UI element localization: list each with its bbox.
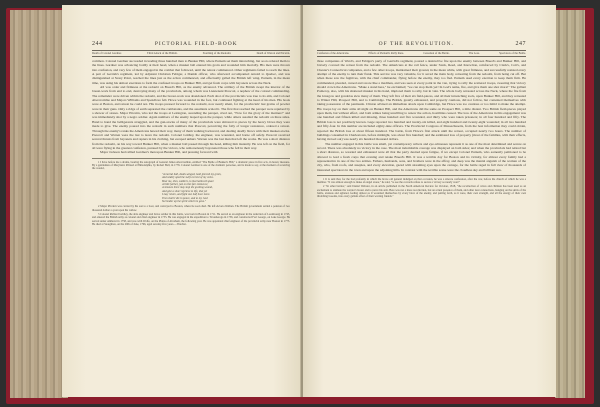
poem-line: "A mortal ball, death-winged, hath pierced my groin, [162, 172, 222, 176]
body-text [92, 59, 290, 227]
paragraph: common. Colonel Gardner succeeded in leading three hundred men to Bunker Hill, where Putnam set them intrenching, but soon ordered them to the lines. Gardner was advancing boldly at their head, when a musket ball entered his groin and wounded him mortally. His men were thrown into confusion, and very few of them engaged in the combat that followed, until the retreat commenced. Other regiments failed to reach the lines. A part of Gerrish's regiment, led by Adjutant Christian Febiger, a Danish officer, who afterward accompanied Arnold to Quebec, and was distinguished at Stony Point, reached the lines just as the action commenced, and effectually galled the British left wing. Putnam, in the mean time, was using his utmost exertions to form the confused troops on Bunker Hill, and get fresh corps with bayonets across the Neck. [92, 59, 290, 85]
section-subheads [317, 50, 526, 57]
footnote: 1 It is said that, for the bad profanity in which the brave old general indulged on that occasion, he was a sincere confession, after the war, before the church of which he was a member. "It was almost enough to make an angel swear," he said, "to see the cowards refuse to secure a victory so nearly won!" [317, 177, 526, 185]
poem-line: And widely oped the swift current of my veins. [162, 176, 214, 180]
subhead: Confusion of the Americans. [317, 52, 350, 55]
section-subheads [92, 50, 290, 57]
subhead: Death of Colonel Gardner. [92, 52, 122, 55]
page-number: 244 [92, 41, 103, 47]
body-text [317, 59, 526, 199]
right-page-header [317, 41, 526, 47]
subhead: The Loss. [468, 52, 480, 55]
footnote: 2 Major Pitcairn was carried by his son to a boat, and conveyed to Boston, where he soon died. He left eleven children. The British government settled a pension of two thousand dollars a year upon his widow. [92, 205, 290, 212]
footnote: 1 I have before me a drama, bearing the autograph of General James Abercrombie, entitled "The Battle of Bunker's Hill," a dramatic piece in five acts, in heroic measure. By a gentleman of Maryland. Printed at Philadelphia, by Robert Bell, in 1776. Colonel Gardner is one of the dramatic personae, and is made to say, at the moment of receiving the wound, [92, 160, 290, 171]
poem-quote [162, 173, 290, 204]
footnotes [317, 175, 526, 199]
marbled-page-edge-left [10, 10, 68, 398]
paragraph: Major Jackson had rallied Gardner's men upon Bunker Hill, and pressing forward with [100, 150, 218, 155]
footnotes [92, 158, 290, 227]
paragraph: The number engaged in this battle was small, yet contemporary writers and eye-witnesses represent it as one of the most determined and severe on record. There was absolutely no victory in the case. The most indomitable courage was displayed on both sides; and when the provincials had retired but a short distance, so wearied and exhausted were all that the party desired upon fatigue, if we except Colonel Putnam, who earnestly petitioned to be allowed to lead a fresh corps that evening and retake Breed's Hill. It was a terrible day for Boston and its vicinity, for almost every family had a representative in one of the two armies. Fathers, husbands, sons, and brothers were in the affray, and deep was the mental anguish of the women of the city, who, from roofs, and steeples, and every elevation, gazed with streaming eyes upon the carnage, for the battle raged in full view of thousands of interested spectators in the town and upon the adjoining hills. In contrast with the terrible scene were the cloudless sky and brilliant sun. [317, 141, 526, 172]
subhead: Third Attack of the British. [147, 52, 178, 55]
marbled-page-edge-right [555, 10, 585, 398]
subhead: Death of Warren and Pitcairn. [256, 52, 290, 55]
running-title: OF THE REVOLUTION. [378, 41, 454, 47]
poem-line: Then shall I die in peace, and to my God [162, 196, 208, 200]
footnote: 3 Colonel Richard Gridley, the able engineer and brave soldier in this battle, was born in Boston in 1711. He served as an engineer in the reduction of Louisbourg in 1745, and entered the British army as colonel and chief engineer in 1755. He was engaged in the expedition to Ticonderoga in 1756, and constructed Fort George, on Lake George. He served under Amherst in 1758, and was with Wolfe, on the Plains of Abraham, the following year. He was appointed chief engineer of the provincial army near Boston in 1775. He died at Stoughton, on the 20th of June, 1796, aged seventy-five years.—Thacher. [92, 212, 290, 226]
footnote: 2 "In other battles," said Daniel Webster, in an article published in the North American Review for October, 1818, "the recollection of wives and children has been used as an excitement to animate the warrior's breast and to nerve his arm. Here was not a mere recollection, but an actual presence of them, and other dear connections, hanging on the skirts of the battle, anxious and agitated, feeling almost as if wounded themselves by every blow of the enemy, and putting forth, as it were, their own strength, and all the energy of their own throbbing bosoms, into every gallant effort of their warring friends." [317, 185, 526, 199]
subhead: Storming of the Redoubt. [202, 52, 232, 55]
poem-line: Surrender up the spirit which he gave." [162, 200, 207, 204]
poem-line: Bear me, then, soldiers, to that hallow'd space [162, 179, 214, 183]
subhead: Cessation of the Battle. [423, 52, 450, 55]
running-title: PICTORIAL FIELD-BOOK [154, 41, 238, 47]
poem-line: I may return, and fight one half hour more. [162, 193, 211, 197]
subhead: Spectators of the Battle. [499, 52, 526, 55]
poem-line: A sheaves there may stop the gushing wound, [162, 186, 213, 190]
subhead: Effects of Putnam's Rally there. [368, 52, 404, 55]
left-page-header [92, 41, 290, 47]
page-number: 247 [515, 41, 526, 47]
poem-line: A little farther, just on this fair eminence; [162, 183, 209, 186]
paragraph: All was order and firmness at the redoubt on Breed's Hill, as the enemy advanced. The artillery of the British swept the interior of the breast-work from end to end, destroying many of the provincials, among whom was Lieutenant Prescott, a nephew of the colonel commanding. The remainder were driven within the redoubt, and the breast-work was abandoned. Each shot of the provincials was true to its aim, and Colonel Abercrombie and Majors Williams and Spendlove fell. Howe was wounded in the foot, but continued fighting at the head of his men. His boats were at Boston, and retreat he could not. His troops pressed forward to the redoubt, now nearly silent, for the provincials' last grains of powder were in their guns. Only a ridge of earth separated the combatants, and the assailants scaled it. The first that reached the parapet were repulsed by a shower of stones. Major Pitcairn, who led the troops at Lexington, ascending the parapet, cried out, "Now for the glory of the marines!" and was immediately shot by a negro soldier. Again numbers of the enemy leaped upon the parapet, while others assailed the redoubt on three sides. Hand to hand the belligerents struggled, and the gun-stocks of many of the provincials were shivered to pieces by the heavy blows they were made to give. The enemy poured into the redoubt in such numbers that Prescott, perceiving the folly of longer resistance, ordered a retreat. Through the enemy's ranks the Americans hewed their way, many of them walking backward, and dealing deadly blows with their musket-stocks. Prescott and Warren were the last to leave the redoubt. Colonel Gridley, the engineer, was wounded, and borne off safely. Prescott received several thrusts from bayonets and rapiers in his clothing, but escaped unhurt. Warren was the last man that left the works. He was a short distance from the redoubt, on his way toward Bunker Hill, when a musket ball passed through his head, killing him instantly. He was left on the field, for all were flying in the greatest confusion, pursued by the victors, who remorselessly bayoneted those who fell in their way. [92, 85, 290, 150]
paragraph: three companies of Ward's, and Febiger's party of Gerrish's regiment, poured a destructive fire upon the enemy between Breed's and Bunker Hill, and bravely covered the retreat from the redoubt. The Americans at the rail fence, under Stark, Reed, and Knowlton, reinforced by Clark's, Coit's, and Chester's Connecticut companies, and a few other troops, maintained their ground, in the mean while, with great firmness, and successfully resisted every attempt of the enemy to turn their flank. This service was very valuable, for it saved the main body, retreating from the redoubt, from being cut off. But when these saw the fugitives, with the chief commander, flying before the enemy, they too fled. Putnam used every exertion to keep them firm. He commanded, pleaded, cursed and swore like a madman, and was seen at every point in the van, trying to rally the scattered troops, swearing that victory should crown the Americans. "Make a stand here," he exclaimed; "we can stop them yet! In God's name, fire, and give them one shot more!" The gallant Pomeroy, also, with his shattered musket in his hand, implored them to rally, but in vain. The whole body retreated across the Neck, where the fire from the Glasgow and gondolas slew many of them. They left five of their six field-pieces, and all their intrenching tools, upon Bunker Hill, and they retreated to Winter Hill, Prospect Hill, and to Cambridge. The British, greatly exhausted, and properly cautious, did not follow, but contented themselves with taking possession of the peninsula. Clinton advised an immediate attack upon Cambridge, but Howe was too cautious or too timid to make the attempt. His troops lay on their arms all night on Bunker Hill, and the Americans did the same on Prospect Hill, a mile distant. Two British field-pieces played upon them, but without effect, and both armies being unwilling to renew the action, hostilities ceased. The loss of the Americans in this engagement was one hundred and fifteen killed and missing, three hundred and five wounded, and thirty who were taken prisoners; in all four hundred and fifty. The British loss is not positively known. Gage reported two hundred and twenty-six killed, and eight hundred and twenty-eight wounded; in all two hundred and fifty-four. In this number are included eighty-nine officers. The Provincial Congress of Massachusetts, from the best information they could obtain, reported the British loss at about fifteen hundred. The battle, from Howe's first attack until the retreat, occupied nearly two hours. The number of buildings consumed in Charlestown, before midnight, was about five hundred; and the estimated loss of property (most of the families, with their effects, having moved out) was nearly six hundred thousand dollars. [317, 59, 526, 142]
right-page [303, 5, 556, 397]
left-page [62, 5, 302, 397]
poem-line: And give a short reprieve to life, that yet [162, 189, 208, 193]
